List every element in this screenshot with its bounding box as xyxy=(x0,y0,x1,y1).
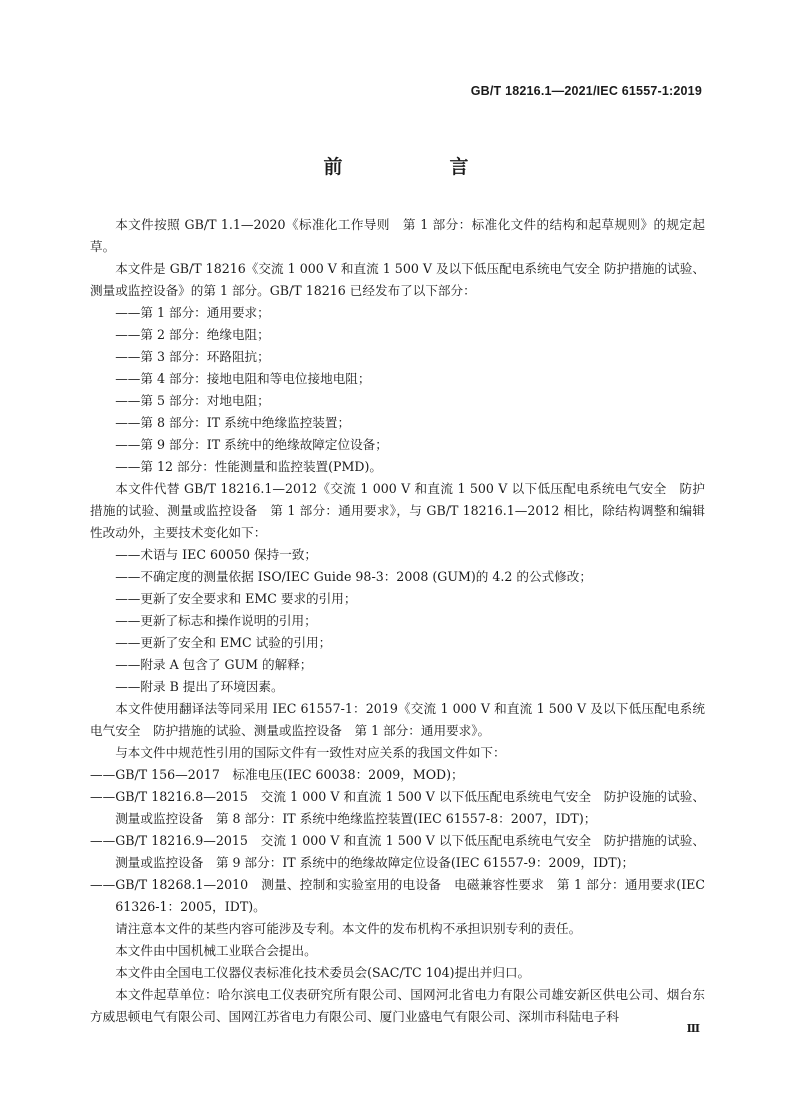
list-item: ——第 2 部分：绝缘电阻； xyxy=(115,327,270,342)
parts-list xyxy=(90,302,705,478)
list-item: ——GB/T 18268.1—2010 测量、控制和实验室用的电设备 电磁兼容性要求 第 1 部分：通用要求(IEC 61326-1：2005，IDT)。 xyxy=(90,877,705,914)
list-item: ——GB/T 156—2017 标准电压(IEC 60038：2009，MOD)； xyxy=(90,767,464,782)
list-item: ——术语与 IEC 60050 保持一致； xyxy=(115,547,318,562)
list-item: ——第 3 部分：环路阻抗； xyxy=(115,349,270,364)
list-item: ——附录 B 提出了环境因素。 xyxy=(115,679,284,694)
list-item: ——更新了安全和 EMC 试验的引用； xyxy=(115,635,332,650)
changes-list xyxy=(90,544,705,698)
foreword-body xyxy=(90,214,705,1028)
paragraph-proposer: 本文件由中国机械工业联合会提出。 xyxy=(115,943,317,958)
paragraph-replacement: 本文件代替 GB/T 18216.1—2012《交流 1 000 V 和直流 1 500 V 以下低压配电系统电气安全 防护措施的试验、测量或监控设备 第 1 部分：通用要求》，与 GB/T 18216.1—2012 相比，除结构调整和编辑性改动外，主要技术变化如下： xyxy=(90,481,705,540)
paragraph-references-intro: 与本文件中规范性引用的国际文件有一致性对应关系的我国文件如下： xyxy=(115,745,506,760)
list-item: ——第 4 部分：接地电阻和等电位接地电阻； xyxy=(115,371,371,386)
list-item: ——第 12 部分：性能测量和监控装置(PMD)。 xyxy=(115,459,383,474)
page-title: 前 言 xyxy=(323,156,513,178)
paragraph-committee: 本文件由全国电工仪器仪表标准化技术委员会(SAC/TC 104)提出并归口。 xyxy=(115,965,531,980)
list-item: ——第 8 部分：IT 系统中绝缘监控装置； xyxy=(115,415,351,430)
list-item: ——附录 A 包含了 GUM 的解释； xyxy=(115,657,313,672)
list-item: ——GB/T 18216.9—2015 交流 1 000 V 和直流 1 500 V 以下低压配电系统电气安全 防护措施的试验、测量或监控设备 第 9 部分：IT 系统中的绝缘故障定位设备(IEC 61557-9：2009，IDT)； xyxy=(90,833,705,870)
paragraph-series-intro: 本文件是 GB/T 18216《交流 1 000 V 和直流 1 500 V 及以下低压配电系统电气安全 防护措施的试验、测量或监控设备》的第 1 部分。GB/T 18216 已经发布了以下部分： xyxy=(90,261,705,298)
list-item: ——更新了安全要求和 EMC 要求的引用； xyxy=(115,591,357,606)
list-item: ——第 5 部分：对地电阻； xyxy=(115,393,270,408)
paragraph-patent-notice: 请注意本文件的某些内容可能涉及专利。本文件的发布机构不承担识别专利的责任。 xyxy=(115,921,582,936)
paragraph-drafting-rules: 本文件按照 GB/T 1.1—2020《标准化工作导则 第 1 部分：标准化文件的结构和起草规则》的规定起草。 xyxy=(90,217,705,254)
list-item: ——第 9 部分：IT 系统中的绝缘故障定位设备； xyxy=(115,437,388,452)
list-item: ——GB/T 18216.8—2015 交流 1 000 V 和直流 1 500 V 以下低压配电系统电气安全 防护设施的试验、测量或监控设备 第 8 部分：IT 系统中绝缘监控装置(IEC 61557-8：2007，IDT)； xyxy=(90,789,705,826)
paragraph-adoption: 本文件使用翻译法等同采用 IEC 61557-1：2019《交流 1 000 V 和直流 1 500 V 及以下低压配电系统电气安全 防护措施的试验、测量或监控设备 第 1 部分：通用要求》。 xyxy=(90,701,705,738)
document-number: GB/T 18216.1—2021/IEC 61557-1:2019 xyxy=(470,84,702,98)
list-item: ——第 1 部分：通用要求； xyxy=(115,305,270,320)
list-item: ——不确定度的测量依据 ISO/IEC Guide 98-3：2008 (GUM)的 4.2 的公式修改； xyxy=(115,569,592,584)
references-list xyxy=(90,764,705,918)
list-item: ——更新了标志和操作说明的引用； xyxy=(115,613,317,628)
paragraph-drafting-units: 本文件起草单位：哈尔滨电工仪表研究所有限公司、国网河北省电力有限公司雄安新区供电公司、烟台东方威思顿电气有限公司、国网江苏省电力有限公司、厦门业盛电气有限公司、深圳市科陆电子科 xyxy=(90,987,705,1024)
page-number: Ⅲ xyxy=(686,1022,700,1035)
